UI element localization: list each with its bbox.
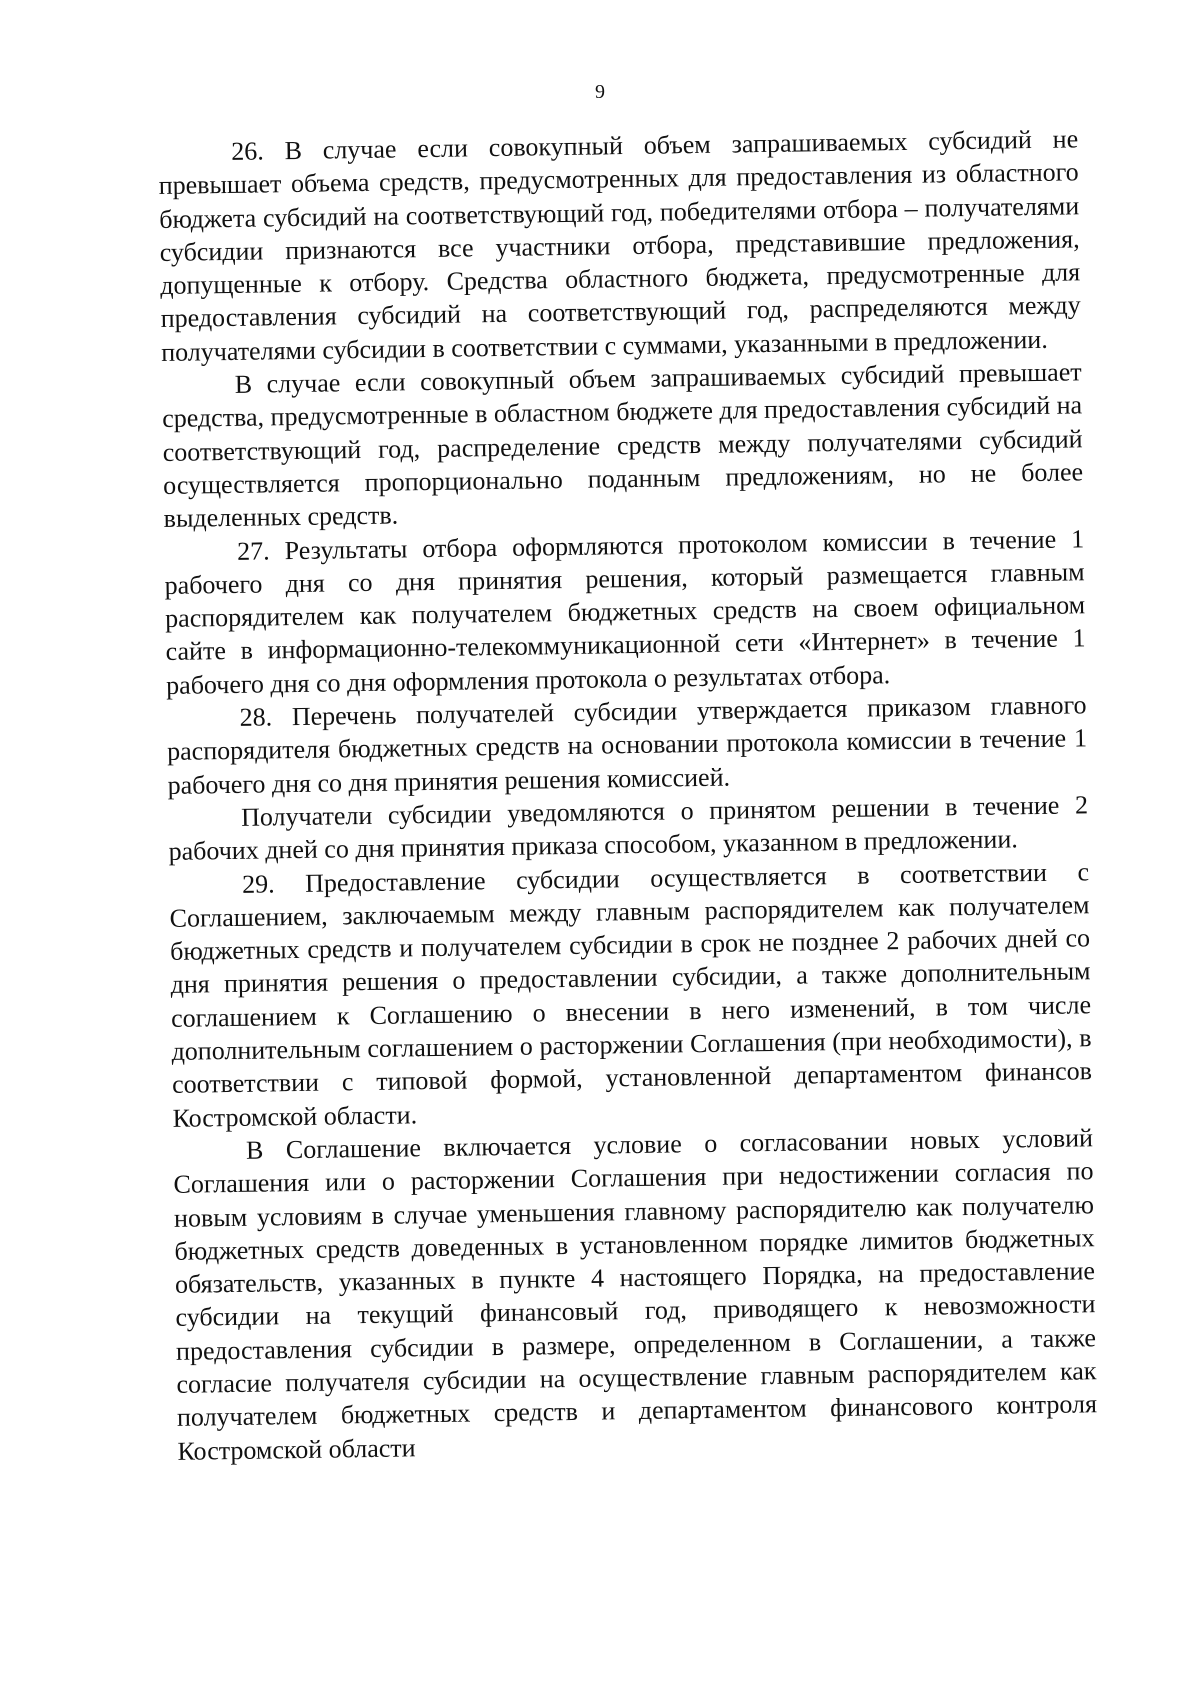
page-number: 9 <box>595 81 605 103</box>
paragraph-29-continuation: В Соглашение включается условие о согласовании новых условий Соглашения или о расторжении Соглашения при недостижении согласия по новым условиям в случае уменьшения главному распорядителю как получателю бюджетных средств доведенных в установленном порядке лимитов бюджетных обязательств, указанных в пункте 4 настоящего Порядка, на предоставление субсидии на текущий финансовый год, приводящего к невозможности предоставления субсидии в размере, определенном в Соглашении, а также согласие получателя субсидии на осуществление главным распорядителем как получателем бюджетных средств и департаментом финансового контроля Костромской области <box>173 1123 1098 1466</box>
paragraph-26: 26. В случае если совокупный объем запрашиваемых субсидий не превышает объема средств, предусмотренных для предоставления из областного бюджета субсидий на соответствующий год, победителями отбора – получателями субсидии признаются все участники отбора, представившие предложения, допущенные к отбору. Средства областного бюджета, предусмотренные для предоставления субсидий на соответствующий год, распределяются между получателями субсидии в соответствии с суммами, указанными в предложении. <box>158 124 1081 367</box>
paragraph-28-continuation: Получатели субсидии уведомляются о принятом решении в течение 2 рабочих дней со дня принятия приказа способом, указанном в предложении. <box>168 790 1089 867</box>
paragraph-29: 29. Предоставление субсидии осуществляется в соответствии с Соглашением, заключаемым между главным распорядителем как получателем бюджетных средств и получателем субсидии в срок не позднее 2 рабочих дней со дня принятия решения о предоставлении субсидии, а также дополнительным соглашением к Соглашению о внесении в него изменений, в том числе дополнительным соглашением о расторжении Соглашения (при необходимости), в соответствии с типовой формой, установленной департаментом финансов Костромской области. <box>169 856 1093 1133</box>
paragraph-27: 27. Результаты отбора оформляются протоколом комиссии в течение 1 рабочего дня со дня принятия решения, который размещается главным распорядителем как получателем бюджетных средств на своем официальном сайте в информационно-телекоммуникационной сети «Интернет» в течение 1 рабочего дня со дня оформления протокола о результатах отбора. <box>164 523 1086 700</box>
paragraph-28: 28. Перечень получателей субсидии утверждается приказом главного распорядителя бюджетных средств на основании протокола комиссии в течение 1 рабочего дня со дня принятия решения комиссией. <box>166 690 1088 800</box>
document-body <box>158 122 1098 1467</box>
paragraph-26-continuation: В случае если совокупный объем запрашиваемых субсидий превышает средства, предусмотренные в областном бюджете для предоставления субсидий на соответствующий год, распределение средств между получателями субсидий осуществляется пропорционально поданным предложениям, но не более выделенных средств. <box>161 357 1084 534</box>
